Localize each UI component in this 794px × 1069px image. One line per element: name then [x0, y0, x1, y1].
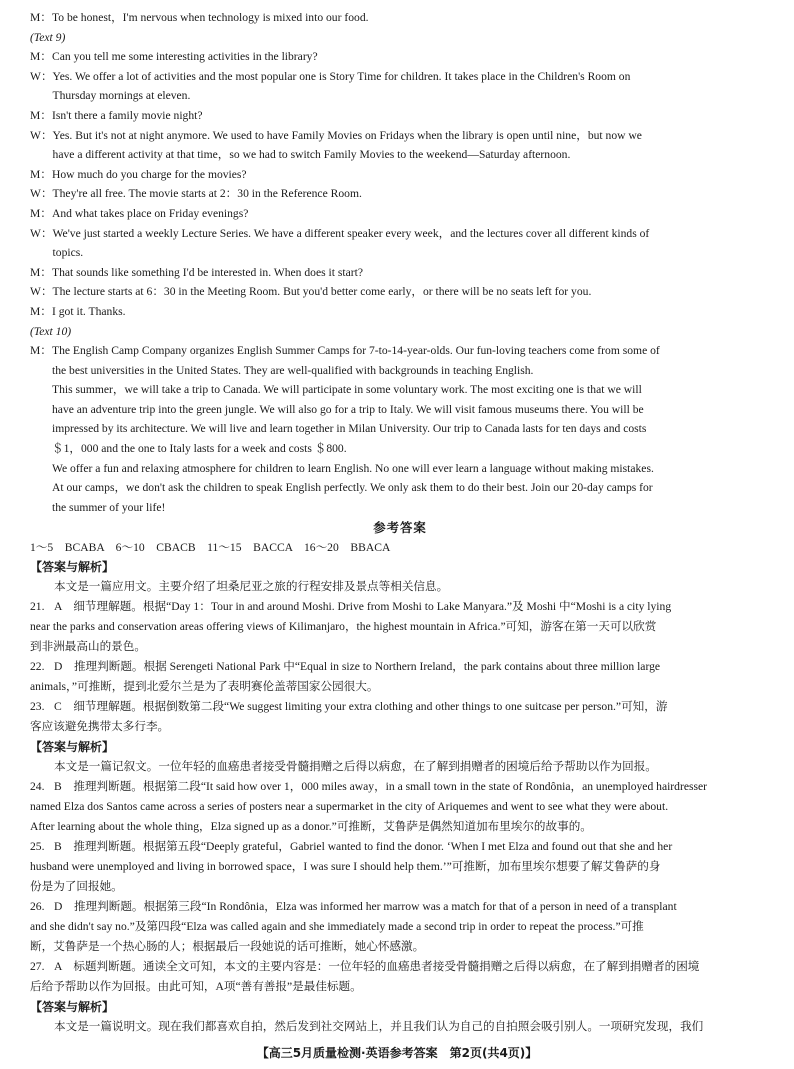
- dialogue-line: [30, 302, 770, 322]
- explanation-section: [30, 997, 770, 1037]
- dialogue-line: [30, 282, 770, 302]
- text-line: 份是为了回报她。: [30, 880, 123, 894]
- dialogue-line: [30, 224, 770, 263]
- text-line: A 细节理解题。根据“Day 1：Tour in and around Moshi. Drive from Moshi to Lake Manyara.”及 Moshi 中“Moshi is a city lying: [54, 600, 672, 614]
- section-intro: 本文是一篇应用文。主要介绍了坦桑尼亚之旅的行程安排及景点等相关信息。: [54, 580, 449, 594]
- text-line: 后给予帮助以作为回报。由此可知，A项“善有善报”是最佳标题。: [30, 980, 362, 994]
- text-line: This summer，we will take a trip to Canada. We will participate in some voluntary work. The most exciting one is that we will: [52, 383, 642, 397]
- dialogue-line: [30, 67, 770, 106]
- dialogue-text: [53, 184, 770, 204]
- explanation-text: [54, 837, 770, 857]
- text-line: 客应该避免携带太多行李。: [30, 720, 170, 734]
- section-heading: 【答案与解析】: [30, 1000, 115, 1015]
- text-line: husband were unemployed and living in borrowed space，I was sure I should help them.’”可推断，加布里埃尔想要了解艾鲁萨的身: [30, 860, 661, 874]
- text-line: They're all free. The movie starts at 2：30 in the Reference Room.: [52, 187, 362, 201]
- explanation-section: [30, 737, 770, 997]
- speaker-label: M：: [30, 11, 52, 24]
- text-line: We offer a fun and relaxing atmosphere for children to learn English. No one will ever learn a language without making mistakes.: [52, 461, 654, 475]
- text-line: 到非洲最高山的景色。: [30, 640, 146, 654]
- speaker-label: W：: [30, 69, 53, 83]
- text-line: To be honest，I'm nervous when technology is mixed into our food.: [52, 11, 369, 24]
- text-line: ＄1，000 and the one to Italy lasts for a week and costs ＄800.: [52, 442, 347, 456]
- dialogue-line: [30, 165, 770, 185]
- text-line: How much do you charge for the movies?: [52, 167, 247, 181]
- dialogue-text: [53, 67, 770, 106]
- question-number: 22.: [30, 660, 45, 674]
- speaker-label: W：: [30, 226, 53, 240]
- text-line: Thursday mornings at eleven.: [52, 89, 191, 103]
- dialogue-text: [52, 165, 770, 185]
- dialogue-text: [52, 302, 770, 322]
- text-line: Can you tell me some interesting activities in the library?: [52, 50, 318, 64]
- dialogue-line: [30, 47, 770, 67]
- explanation-text: [54, 697, 770, 717]
- question-number: 23.: [30, 700, 45, 714]
- text-line: Yes. We offer a lot of activities and the most popular one is Story Time for children. It takes place in the Children's Room on: [52, 69, 631, 83]
- text-line: A 标题判断题。通读全文可知，本文的主要内容是：一位年轻的血癌患者接受骨髓捐赠之后得以病愈，在了解到捐赠者的困境: [54, 960, 700, 974]
- speaker-label: M：: [30, 50, 52, 64]
- explanation-item: [30, 597, 770, 617]
- explanation-text: [54, 657, 770, 677]
- explanation-item: [30, 837, 770, 857]
- text-line: D 推理判断题。根据第三段“In Rondônia，Elza was informed her marrow was a match for that of a person in need of a transplant: [54, 900, 677, 914]
- explanation-text: [54, 897, 770, 917]
- question-number: 26.: [30, 900, 45, 914]
- explanation-item: [30, 777, 770, 797]
- dialogue-text: [52, 263, 770, 283]
- text-9-label: (Text 9): [30, 30, 66, 44]
- dialogue-line: [30, 184, 770, 204]
- text-line: the summer of your life!: [52, 500, 166, 514]
- speaker-label: M：: [30, 344, 52, 358]
- text-line: named Elza dos Santos came across a series of posters near a supermarket in the city of Ariquemes and went to see what they were about.: [30, 800, 669, 814]
- dialogue-text: [52, 47, 770, 67]
- explanation-text: [54, 597, 770, 617]
- explanation-section: [30, 557, 770, 737]
- dialogue-line: [30, 106, 770, 126]
- answers-title: 参考答案: [373, 521, 427, 536]
- text-line: D 推理判断题。根据 Serengeti National Park 中“Equal in size to Northern Ireland，the park contains about three million large: [54, 660, 661, 674]
- section-heading: 【答案与解析】: [30, 740, 115, 755]
- dialogue-block: [30, 47, 770, 321]
- text-10-label: (Text 10): [30, 324, 72, 338]
- speaker-label: M：: [30, 108, 52, 122]
- answer-key: 1～5 BCABA 6～10 CBACB 11～15 BACCA 16～20 BBACA: [30, 541, 391, 555]
- text-line: topics.: [52, 246, 84, 260]
- text-line: Isn't there a family movie night?: [52, 108, 203, 122]
- speaker-label: M：: [30, 265, 52, 279]
- text-line: The English Camp Company organizes English Summer Camps for 7-to-14-year-olds. Our fun-loving teachers come from some of: [52, 344, 660, 358]
- speaker-label: M：: [30, 206, 52, 220]
- dialogue-text: [53, 126, 770, 165]
- text-line: That sounds like something I'd be interested in. When does it start?: [52, 265, 363, 279]
- text-line: have an adventure trip into the green jungle. We will also go for a trip to Italy. We will visit famous museums there. You will be: [52, 402, 644, 416]
- speaker-label: W：: [30, 128, 53, 142]
- dialogue-line: [30, 8, 770, 28]
- speaker-label: M：: [30, 167, 52, 181]
- dialogue-text: [53, 282, 770, 302]
- text-line: have a different activity at that time，so we had to switch Family Movies to the weekend—Saturday afternoon.: [52, 148, 571, 162]
- dialogue-text: [53, 224, 770, 263]
- text-line: B 推理判断题。根据第五段“Deeply grateful，Gabriel wanted to find the donor. ‘When I met Elza and found out that she and her: [54, 840, 673, 854]
- question-number: 27.: [30, 960, 45, 974]
- section-intro: 本文是一篇记叙文。一位年轻的血癌患者接受骨髓捐赠之后得以病愈，在了解到捐赠者的困境后给予帮助以作为回报。: [54, 760, 657, 774]
- dialogue-text: [52, 8, 770, 28]
- dialogue-line: [30, 341, 770, 380]
- text-line: animals，”可推断，提到北爱尔兰是为了表明赛伦盖蒂国家公园很大。: [30, 680, 379, 694]
- explanation-text: [54, 777, 770, 797]
- explanation-item: [30, 657, 770, 677]
- text-line: C 细节理解题。根据倒数第二段“We suggest limiting your extra clothing and other things to one suitcase per person.”可知，游: [54, 700, 668, 714]
- speaker-label: M：: [30, 304, 52, 318]
- text-line: Yes. But it's not at night anymore. We used to have Family Movies on Fridays when the library is open until nine，but now we: [52, 128, 642, 142]
- section-intro: 本文是一篇说明文。现在我们都喜欢自拍，然后发到社交网站上，并且我们认为自己的自拍照会吸引别人。一项研究发现，我们: [54, 1020, 704, 1034]
- dialogue-text: [52, 204, 770, 224]
- dialogue-line: [30, 263, 770, 283]
- question-number: 21.: [30, 600, 45, 614]
- page-footer: 【高三5月质量检测·英语参考答案 第2页(共4页)】: [256, 1046, 538, 1060]
- question-number: 24.: [30, 780, 45, 794]
- explanation-item: [30, 697, 770, 717]
- speaker-label: W：: [30, 187, 53, 201]
- speaker-label: W：: [30, 285, 53, 299]
- text-line: The lecture starts at 6：30 in the Meeting Room. But you'd better come early，or there will be no seats left for you.: [52, 285, 592, 299]
- text-line: the best universities in the United States. They are well-qualified with backgrounds in teaching English.: [52, 363, 534, 377]
- dialogue-text: [52, 106, 770, 126]
- explanation-item: [30, 957, 770, 977]
- explanation-text: [54, 957, 770, 977]
- text-line: near the parks and conservation areas offering views of Kilimanjaro，the highest mountain in Africa.”可知，游客在第一天可以欣赏: [30, 620, 657, 634]
- text-line: B 推理判断题。根据第二段“It said how over 1，000 miles away，in a small town in the state of Rondônia，an unemployed hairdresser: [54, 780, 708, 794]
- document-page: [30, 8, 770, 1037]
- text-line: 断，艾鲁萨是一个热心肠的人；根据最后一段她说的话可推断，她心怀感激。: [30, 940, 425, 954]
- text-line: We've just started a weekly Lecture Series. We have a different speaker every week，and the lectures cover all different kinds of: [52, 226, 650, 240]
- text-line: I got it. Thanks.: [52, 304, 126, 318]
- dialogue-line: [30, 204, 770, 224]
- dialogue-text: [52, 341, 770, 380]
- text-line: and she didn't say no.”及第四段“Elza was called again and she immediately made a second trip in order to repeat the process.”可推: [30, 920, 644, 934]
- text-line: And what takes place on Friday evenings?: [52, 206, 249, 220]
- dialogue-block: [30, 8, 770, 28]
- section-heading: 【答案与解析】: [30, 560, 115, 575]
- text-line: impressed by its architecture. We will live and learn together in Milan University. Our trip to Canada lasts for ten days and costs: [52, 422, 647, 436]
- text-line: At our camps，we don't ask the children to speak English perfectly. We only ask them to do their best. Join our 20-day camps for: [52, 481, 653, 495]
- text-line: After learning about the whole thing，Elza signed up as a donor.”可推断，艾鲁萨是偶然知道加布里埃尔的故事的。: [30, 820, 592, 834]
- text-10-monologue: [30, 341, 770, 517]
- explanation-item: [30, 897, 770, 917]
- question-number: 25.: [30, 840, 45, 854]
- dialogue-line: [30, 126, 770, 165]
